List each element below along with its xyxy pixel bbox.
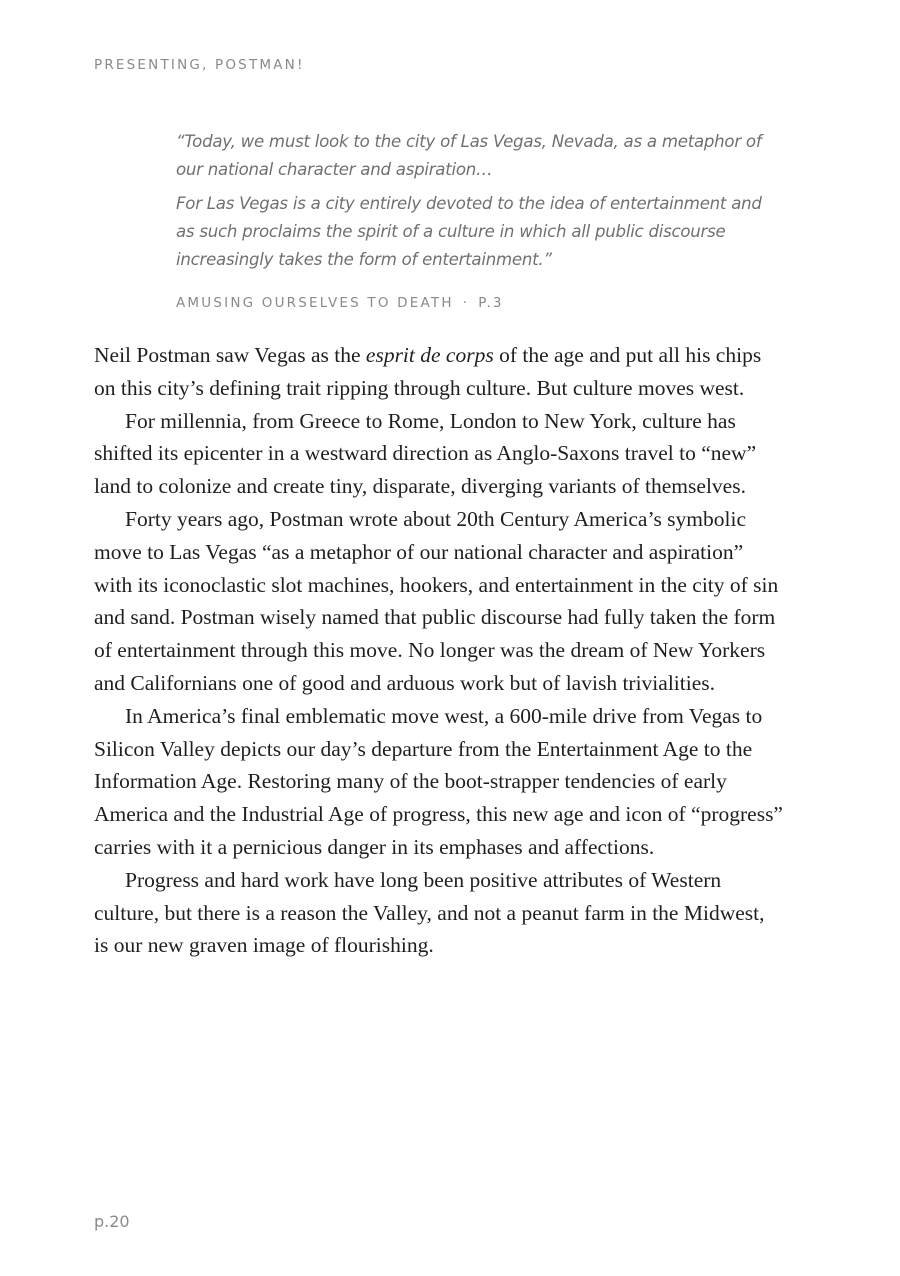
- body-text: [94, 339, 784, 962]
- paragraph-1-start: Neil Postman saw Vegas as the: [94, 343, 366, 367]
- epigraph: [176, 128, 781, 317]
- paragraph-1-end: of the age and put all his chips on this city’s defining trait ripping through culture. But culture moves west.: [94, 343, 762, 400]
- epigraph-source: [176, 289, 781, 317]
- paragraph-3: Forty years ago, Postman wrote about 20th Century America’s symbolic move to Las Vegas “as a metaphor of our national character and aspiration” with its iconoclastic slot machines, hookers, and entertainment in the city of sin and sand. Postman wisely named that public discourse had fully taken the form of entertainment through this move. No longer was the dream of New Yorkers and Californians one of good and arduous work but of lavish trivialities.: [94, 506, 779, 695]
- paragraph-4: In America’s final emblematic move west, a 600-mile drive from Vegas to Silicon Valley depicts our day’s departure from the Entertainment Age to the Information Age. Restoring many of the boot-strapper tendencies of early America and the Industrial Age of progress, this new age and icon of “progress” carries with it a pernicious danger in its emphases and affections.: [94, 703, 783, 859]
- epigraph-quote-line-1: “Today, we must look to the city of Las Vegas, Nevada, as a metaphor of our national character and aspiration…: [176, 132, 762, 179]
- epigraph-source-title: AMUSING OURSELVES TO DEATH: [176, 295, 454, 311]
- paragraph-1: [94, 339, 784, 405]
- paragraph-1-emphasis: esprit de corps: [365, 343, 494, 367]
- paragraph-5: Progress and hard work have long been positive attributes of Western culture, but there is a reason the Valley, and not a peanut farm in the Midwest, is our new graven image of flourishing.: [94, 867, 765, 958]
- page-number: p.20: [94, 1212, 130, 1231]
- epigraph-source-page: P.3: [478, 295, 504, 311]
- paragraph-2: For millennia, from Greece to Rome, London to New York, culture has shifted its epicenter in a westward direction as Anglo-Saxons travel to “new” land to colonize and create tiny, disparate, diverging variants of themselves.: [94, 408, 757, 499]
- epigraph-source-separator: ·: [462, 295, 470, 311]
- epigraph-quote-line-2: For Las Vegas is a city entirely devoted to the idea of entertainment and as such proclaims the spirit of a culture in which all public discourse increasingly takes the form of entertainment.”: [176, 194, 762, 269]
- running-head: PRESENTING, POSTMAN!: [94, 57, 305, 73]
